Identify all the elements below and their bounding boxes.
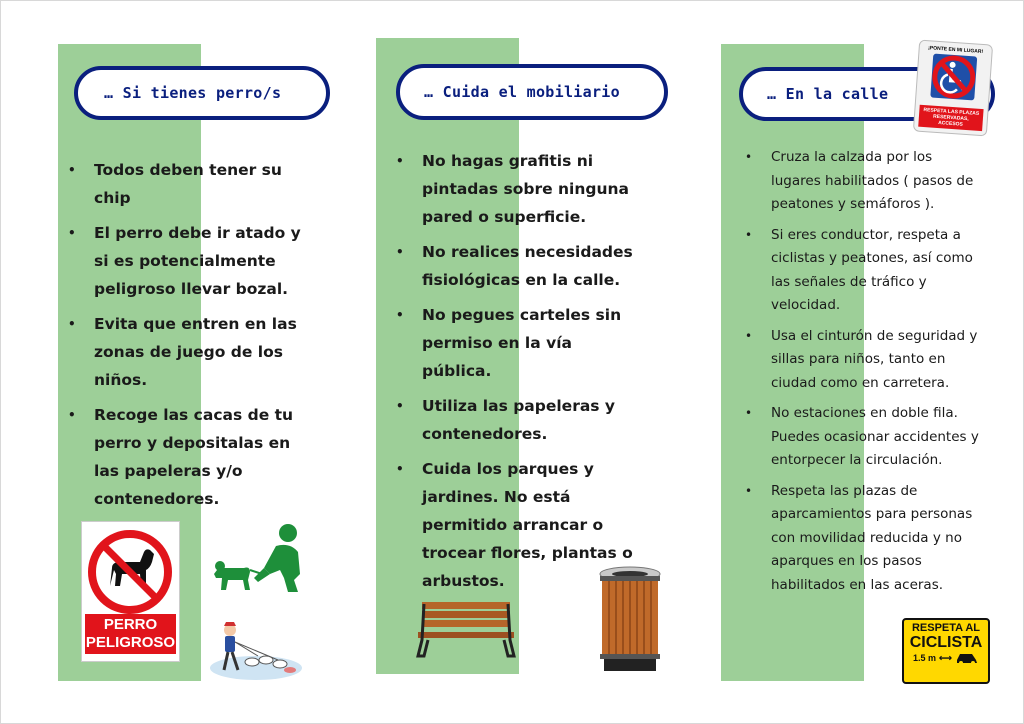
list-item: • Todos deben tener su chip bbox=[58, 156, 308, 212]
list-item: • No estaciones en doble fila. Puedes ocasionar accidentes y entorpecer la circulación. bbox=[735, 402, 985, 473]
header-dogs: … Si tienes perro/s bbox=[104, 84, 282, 102]
parking-sign-top-text: ¡PONTE EN MI LUGAR! bbox=[928, 45, 984, 56]
list-item: • Cuida los parques y jardines. No está permitido arrancar o trocear flores, plantas o arbustos. bbox=[386, 455, 636, 595]
list-item: • El perro debe ir atado y si es potencialmente peligroso llevar bozal. bbox=[58, 219, 308, 303]
header-furniture: … Cuida el mobiliario bbox=[424, 83, 620, 101]
list-street bbox=[735, 146, 985, 604]
list-item: • Cruza la calzada por los lugares habilitados ( pasos de peatones y semáforos ). bbox=[735, 146, 985, 217]
car-icon bbox=[955, 651, 979, 665]
wheelchair-icon bbox=[916, 51, 991, 106]
list-item: • Evita que entren en las zonas de juego de los niños. bbox=[58, 310, 308, 394]
park-bench-icon bbox=[414, 600, 518, 658]
respect-cyclist-sign bbox=[902, 618, 990, 684]
cyclist-sign-line2: CICLISTA bbox=[909, 634, 983, 651]
list-dogs bbox=[58, 156, 308, 520]
list-item: • Usa el cinturón de seguridad y sillas para niños, tanto en ciudad como en carretera. bbox=[735, 325, 985, 396]
trash-can-icon bbox=[598, 566, 662, 674]
list-item: • No realices necesidades fisiológicas en la calle. bbox=[386, 238, 636, 294]
no-dogs-icon bbox=[82, 522, 179, 617]
dog-poop-pickup-icon bbox=[210, 522, 310, 594]
dangerous-dog-sign bbox=[81, 521, 180, 662]
reserved-parking-sign bbox=[913, 40, 993, 137]
sign-text-perro: PERRO bbox=[103, 616, 158, 633]
arrow-icon: ⟷ bbox=[939, 652, 952, 663]
header-pill-furniture bbox=[396, 64, 668, 120]
list-furniture bbox=[386, 147, 636, 602]
header-pill-dogs bbox=[74, 66, 330, 120]
sign-text-peligroso: PELIGROSO bbox=[85, 634, 176, 651]
header-street: … En la calle bbox=[767, 85, 889, 103]
list-item: • No pegues carteles sin permiso en la vía pública. bbox=[386, 301, 636, 385]
list-item: • Si eres conductor, respeta a ciclistas y peatones, así como las señales de tráfico y velocidad. bbox=[735, 224, 985, 318]
list-item: • Respeta las plazas de aparcamientos para personas con movilidad reducida y no aparques en los pasos habilitados en las aceras. bbox=[735, 480, 985, 598]
cyclist-sign-distance: 1.5 m bbox=[913, 653, 937, 663]
cyclist-sign-line1: RESPETA AL bbox=[911, 622, 981, 634]
parking-sign-bottom-text: RESPETA LAS PLAZAS RESERVADAS, ACCESOS bbox=[918, 105, 983, 131]
dog-walker-illustration bbox=[208, 620, 306, 682]
list-item: • Utiliza las papeleras y contenedores. bbox=[386, 392, 636, 448]
list-item: • No hagas grafitis ni pintadas sobre ninguna pared o superficie. bbox=[386, 147, 636, 231]
list-item: • Recoge las cacas de tu perro y depositalas en las papeleras y/o contenedores. bbox=[58, 401, 308, 513]
